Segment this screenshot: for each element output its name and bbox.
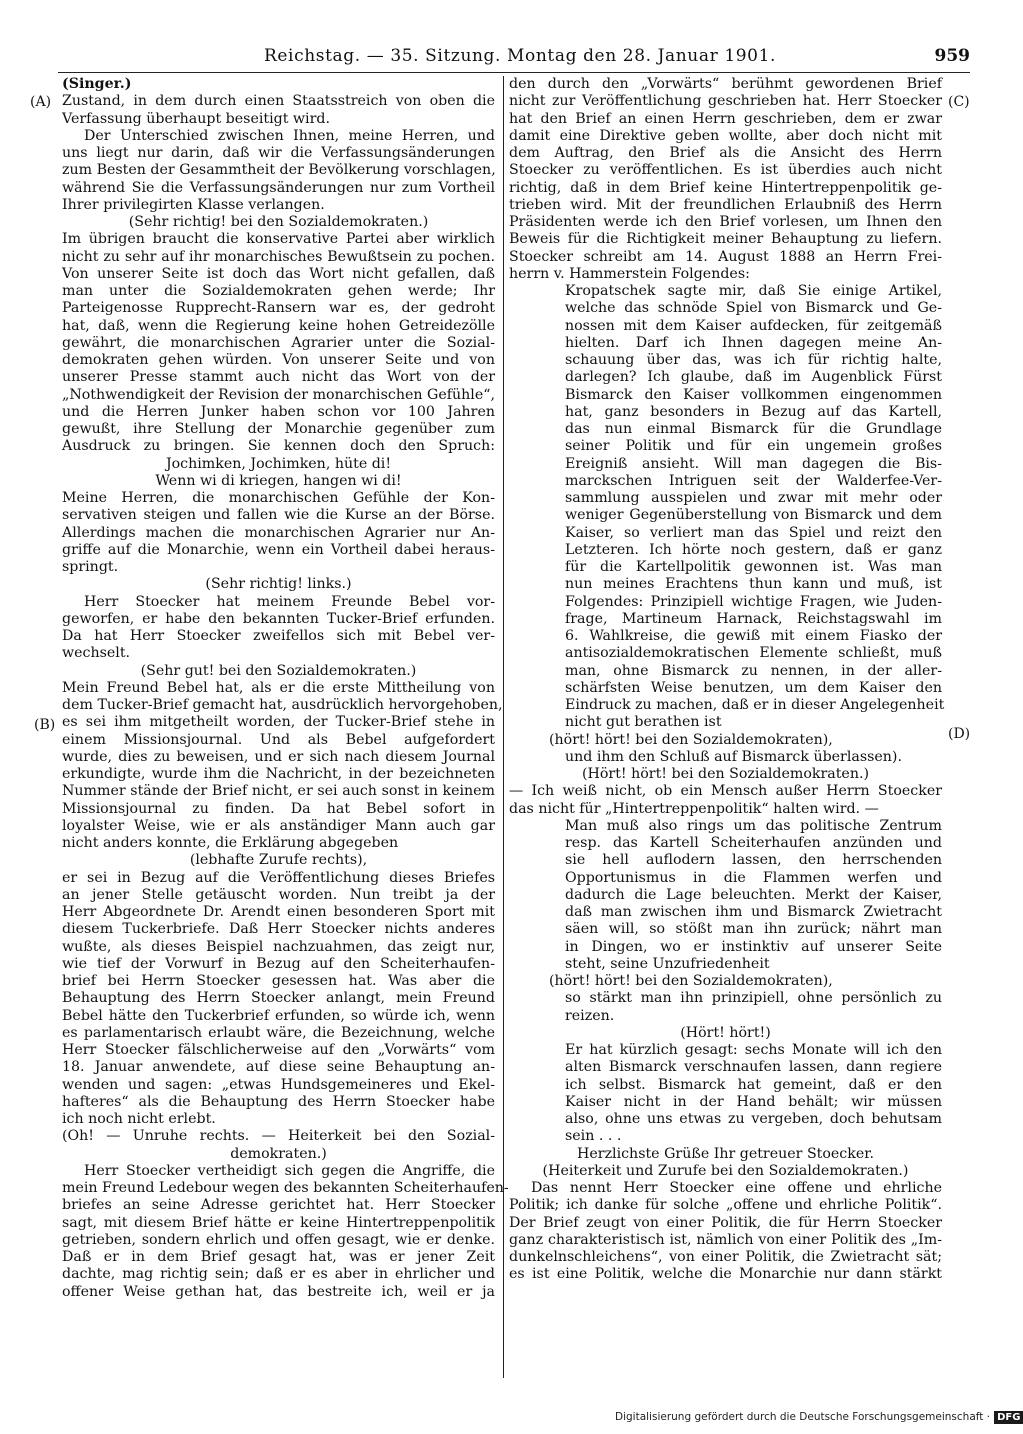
right-column-line: trieben wird. Mit der freundlichen Erlaubniß des Herrn: [509, 196, 942, 213]
right-column-line: — Ich weiß nicht, ob ein Mensch außer Herrn Stoecker: [509, 783, 942, 800]
right-column: [509, 76, 945, 1284]
left-column-line: dem Tucker-Brief gemacht hat, ausdrücklich hervorgehoben,: [62, 697, 503, 713]
right-column-line: hielten. Darf ich Ihnen dagegen meine An-: [565, 334, 942, 351]
page-header: [70, 46, 970, 72]
left-column-line: ich noch nicht erlebt.: [62, 1111, 216, 1127]
right-column-line: dem Auftrag, den Brief als die Ansicht des Herrn: [509, 145, 942, 161]
left-column-line: wechselt.: [62, 645, 131, 662]
left-column-line: Von unserer Seite ist doch das Wort nicht gefallen, daß: [62, 265, 495, 282]
left-column-line: Ihrer privilegirten Klasse verlangen.: [62, 196, 325, 213]
left-column-line: und die Herren Junker haben schon vor 100 Jahren: [62, 403, 495, 420]
left-column-line: hafteres“ als die Behauptung des Herrn Stoecker habe: [62, 1093, 495, 1110]
right-column-line: säen will, so stößt man ihn zurück; nährt man: [565, 921, 942, 938]
left-column-line: hat, daß, wenn die Regierung keine hohen Getreidezölle: [62, 317, 495, 334]
right-column-line: das nun einmal Bismarck für die Grundlage: [565, 421, 942, 437]
right-column-line: ich selbst. Bismarck hat gemeint, daß er den: [565, 1076, 942, 1093]
left-column-line: briefes an seine Adresse gerichtet hat. Herr Stoecker: [62, 1197, 495, 1214]
left-column-line: es parlamentarisch erlaubt wäre, die Bezeichnung, welche: [62, 1024, 495, 1041]
right-column-line: sie hell auflodern lassen, den herrschenden: [565, 852, 942, 869]
left-column-line: Da hat Herr Stoecker zweifellos sich mit Bebel ver-: [62, 628, 495, 644]
right-column-line: welche das schnöde Spiel von Bismarck und Ge-: [565, 300, 942, 317]
right-column-line: Kaiser nicht in der Hand behält; wir müssen: [565, 1093, 942, 1110]
right-column-line: darlegen? Ich glaube, daß im Augenblick Fürst: [565, 369, 942, 386]
left-column-line: er sei in Bezug auf die Veröffentlichung dieses Briefes: [62, 869, 495, 886]
right-column-line: (hört! hört! bei den Sozialdemokraten),: [549, 973, 833, 989]
page-number: 959: [934, 46, 970, 66]
margin-mark-a: (A): [30, 94, 52, 110]
right-column-line: antisozialdemokratischen Elemente schließt, muß: [565, 645, 942, 662]
right-column-line: man, ohne Bismarck zu nennen, in der aller-: [565, 662, 942, 679]
left-column-line: Herr Stoecker hat meinem Freunde Bebel vor-: [84, 593, 495, 610]
right-column-line: Er hat kürzlich gesagt: sechs Monate will ich den: [565, 1042, 942, 1058]
right-column-line: Folgendes: Prinzipiell wichtige Fragen, wie Juden-: [565, 593, 942, 610]
left-column-line: gewußt, ihre Stellung der Monarchie gegenüber zum: [62, 421, 495, 437]
right-column-line: daß man zwischen ihm und Bismarck Zwietracht: [565, 904, 942, 920]
left-column-line: springt.: [62, 559, 119, 575]
left-column-line: loyalster Weise, wie er als anständiger Mann auch gar: [62, 817, 495, 834]
left-column-line: wußte, als dieses Beispiel nachzuahmen, das zeigt nur,: [62, 938, 495, 955]
left-column-line: (lebhafte Zurufe rechts),: [189, 852, 368, 869]
left-column-line: Jochimken, Jochimken, hüte di!: [165, 455, 392, 472]
left-column-line: Im übrigen braucht die konservative Partei aber wirklich: [62, 231, 495, 248]
dfg-logo: DFG: [994, 1411, 1023, 1424]
right-column-line: nossen mit dem Kaiser aufdecken, für zeitgemäß: [565, 317, 942, 334]
left-column-line: (Oh! — Unruhe rechts. — Heiterkeit bei den Sozial-: [62, 1128, 495, 1145]
left-column-line: es sei ihm mitgetheilt worden, der Tucker-Brief stehe in: [62, 714, 495, 731]
left-column-line: zum Besten der Gesammtheit der Bevölkerung vorschlagen,: [62, 162, 496, 179]
left-column-line: brief bei Herrn Stoecker gesessen hat. Was aber die: [62, 973, 495, 989]
left-column-line: Daß er in dem Brief gesagt hat, was er jener Zeit: [62, 1249, 495, 1265]
left-column-line: Verfassung überhaupt beseitigt wird.: [62, 110, 330, 127]
right-column-line: Stoecker schreibt am 14. August 1888 an Herrn Frei-: [509, 248, 942, 265]
right-column-line: hat den Brief an einen Herrn geschrieben, dem er zwar: [509, 110, 942, 127]
left-column-line: Ausdruck zu bringen. Sie kennen doch den Spruch:: [62, 438, 495, 455]
left-column-line: Herr Stoecker vertheidigt sich gegen die Angriffe, die: [84, 1162, 495, 1179]
left-column-line: Meine Herren, die monarchischen Gefühle der Kon-: [62, 490, 495, 506]
right-column-line: den durch den „Vorwärts“ berühmt gewordenen Brief: [509, 76, 942, 92]
margin-mark-b: (B): [34, 717, 56, 733]
right-column-line: (Hört! hört!): [680, 1024, 771, 1041]
right-column-line: Letzteren. Ich hörte noch gestern, daß er ganz: [565, 541, 942, 558]
left-column-line: 18. Januar anwendete, auf diese seine Behauptung an-: [62, 1059, 495, 1076]
right-column-line: frage, Martineum Harnack, Reichstagswahl im: [565, 610, 942, 627]
right-column-line: Das nennt Herr Stoecker eine offene und ehrliche: [531, 1180, 942, 1196]
right-column-line: schärfsten Weise benutzen, um dem Kaiser den: [565, 679, 942, 696]
left-column-line: Mein Freund Bebel hat, als er die erste Mittheilung von: [62, 679, 495, 696]
left-column-line: man unter die Sozialdemokraten gehen werde; Ihr: [62, 283, 495, 299]
right-column-line: Politik; ich danke für solche „offene und ehrliche Politik“.: [509, 1197, 942, 1214]
right-column-line: steht, seine Unzufriedenheit: [565, 955, 770, 972]
right-column-line: so stärkt man ihn prinzipiell, ohne persönlich zu: [565, 990, 942, 1007]
page-title: Reichstag. — 35. Sitzung. Montag den 28. Januar 1901.: [263, 46, 776, 66]
left-column-line: einem Missionsjournal. Und als Bebel aufgefordert: [62, 731, 495, 748]
right-column-line: Herzlichste Grüße Ihr getreuer Stoecker.: [577, 1145, 874, 1162]
left-column-line: Behauptung des Herrn Stoecker anlangt, mein Freund: [62, 990, 495, 1007]
right-column-line: sammlung ausspielen und zwar mit mehr oder: [565, 490, 942, 506]
left-column-line: dachte, mag richtig sein; daß er es aber in ehrlicher und: [62, 1266, 495, 1283]
margin-mark-d: (D): [948, 726, 971, 742]
left-column-line: unserer Presse stammt auch nicht das Wort von der: [62, 369, 495, 386]
right-column-line: Kaiser, so verliert man das Spiel und reizt den: [565, 524, 942, 541]
left-column-line: sagt, mit diesem Brief hätte er keine Hintertreppenpolitik: [62, 1214, 495, 1231]
left-column-line: demokraten.): [230, 1145, 327, 1162]
right-column-line: Ereigniß ansieht. Will man dagegen die Bis-: [565, 455, 942, 472]
right-column-line: (Hört! hört! bei den Sozialdemokraten.): [581, 766, 870, 782]
left-column-line: Nummer stände der Brief nicht, er sei auch sonst in keinem: [62, 783, 495, 800]
right-column-line: also, ohne uns etwas zu vergeben, doch behutsam: [565, 1111, 942, 1127]
right-column-line: damit eine Direktive geben wollte, aber doch nicht mit: [509, 127, 942, 144]
header-rule: [58, 72, 970, 73]
left-column-line: erkundigte, wurde ihm die Nachricht, in der bezeichneten: [62, 766, 495, 782]
right-column-line: seiner Politik und für ein ungemein großes: [565, 438, 942, 455]
left-column-line: offener Weise gethan hat, das bestreite ich, weil er ja: [62, 1283, 495, 1300]
left-column: [62, 76, 509, 1301]
right-column-line: (hört! hört! bei den Sozialdemokraten),: [549, 731, 833, 748]
left-column-line: „Nothwendigkeit der Revision der monarchischen Gefühle“,: [62, 386, 495, 403]
left-column-line: Herr Abgeordnete Dr. Arendt einen besonderen Sport mit: [62, 904, 495, 920]
left-column-line: (Sehr richtig! links.): [205, 576, 352, 593]
right-column-line: Opportunismus in die Flammen werfen und: [565, 869, 942, 886]
right-column-line: richtig, daß in dem Brief keine Hintertreppenpolitik ge-: [509, 179, 942, 196]
right-column-line: schauung über das, was ich für richtig halte,: [565, 352, 942, 368]
margin-mark-c: (C): [948, 94, 970, 110]
left-column-line: wenden und sagen: „etwas Hundsgemeineres und Ekel-: [62, 1076, 495, 1093]
left-column-line: gewährt, die monarchischen Agrarier unter die Sozial-: [62, 334, 495, 351]
right-column-line: Bismarck den Kaiser vollkommen eingenommen: [565, 386, 942, 403]
footer-text: Digitalisierung gefördert durch die Deutsche Forschungsgemeinschaft ·: [615, 1411, 991, 1423]
left-column-line: servativen steigen und fallen wie die Kurse an der Börse.: [62, 507, 495, 524]
left-column-line: (Sehr gut! bei den Sozialdemokraten.): [140, 662, 417, 679]
right-column-line: 6. Wahlkreise, die gewiß mit einem Fiasko der: [565, 628, 942, 644]
left-column-line: Der Unterschied zwischen Ihnen, meine Herren, und: [84, 127, 495, 144]
left-column-line: wurde, dies zu beweisen, und er sich nach diesem Journal: [62, 748, 495, 765]
right-column-line: in Dingen, wo er instinktiv auf unserer Seite: [565, 938, 942, 955]
left-column-line: an jener Stelle getäuscht worden. Nun treibt ja der: [62, 886, 495, 903]
left-column-line: uns liegt nur darin, daß wir die Verfassungsänderungen: [62, 145, 495, 161]
right-column-line: Stoecker zu veröffentlichen. Es ist überdies auch nicht: [509, 162, 942, 179]
left-column-line: wie tief der Vorwurf in Bezug auf den Scheiterhaufen-: [62, 955, 495, 972]
right-column-line: reizen.: [565, 1007, 615, 1024]
left-column-line: Herr Stoecker fälschlicherweise auf den „Vorwärts“ vom: [62, 1042, 495, 1058]
right-column-line: hat, ganz besonders in Bezug auf das Kartell,: [565, 403, 942, 420]
right-column-line: nun meines Erachtens thun kann und muß, ist: [565, 576, 942, 593]
right-column-line: für die Kartellpolitik gewonnen ist. Was man: [565, 559, 942, 575]
left-column-line: (Sehr richtig! bei den Sozialdemokraten.): [128, 214, 429, 230]
left-column-line: nicht anders konnte, die Erklärung abgegeben: [62, 835, 399, 851]
right-column-line: herrn v. Hammerstein Folgendes:: [509, 265, 750, 282]
left-column-line: während Sie die Verfassungsänderungen nur zum Vortheil: [62, 179, 495, 196]
right-column-line: alten Bismarck verschnaufen lassen, dann regiere: [565, 1059, 942, 1076]
left-column-line: geworfen, er habe den bekannten Tucker-Brief erfunden.: [62, 610, 495, 627]
left-column-line: nicht zu sehr auf ihr monarchisches Bewußtsein zu pochen.: [62, 248, 495, 265]
right-column-line: nicht gut berathen ist: [565, 714, 722, 731]
right-column-line: Der Brief zeugt von einer Politik, die für Herrn Stoecker: [509, 1214, 942, 1231]
footer: [615, 1411, 1023, 1424]
right-column-line: nicht zur Veröffentlichung geschrieben hat. Herr Stoecker: [509, 93, 942, 110]
right-column-line: Präsidenten werde ich den Brief vorlesen, um Ihnen den: [509, 214, 942, 230]
left-column-line: Missionsjournal zu finden. Da hat Bebel sofort in: [62, 800, 495, 817]
left-column-line: (Singer.): [62, 76, 132, 92]
right-column-line: marckschen Intriguen seit der Walderfee-Ver-: [565, 472, 942, 489]
right-column-line: dunkelnschleichens“, von einer Politik, die Zwietracht sät;: [509, 1249, 942, 1265]
right-column-line: das nicht für „Hintertreppenpolitik“ halten wird. —: [509, 800, 879, 817]
right-column-line: weniger Gegenüberstellung von Bismarck und dem: [565, 507, 942, 524]
right-column-line: dadurch die Lage beleuchten. Merkt der Kaiser,: [565, 886, 942, 903]
left-column-line: getrieben, sondern ehrlich und offen gesagt, wie er denke.: [62, 1231, 495, 1248]
left-column-line: Allerdings machen die monarchischen Agrarier nur An-: [62, 524, 495, 541]
right-column-line: und ihm den Schluß auf Bismarck überlassen).: [565, 748, 902, 765]
right-column-line: (Heiterkeit und Zurufe bei den Sozialdemokraten.): [542, 1162, 909, 1179]
right-column-line: Beweis für die Richtigkeit meiner Behauptung zu liefern.: [509, 231, 942, 248]
left-column-line: demokraten gehen würden. Von unserer Seite und von: [62, 352, 495, 368]
left-column-line: Wenn wi di kriegen, hangen wi di!: [155, 472, 402, 489]
right-column-line: ganz charakteristisch ist, nämlich von einer Politik des „Im-: [509, 1231, 942, 1248]
left-column-line: Bebel hätte den Tuckerbrief erfunden, so würde ich, wenn: [62, 1007, 495, 1024]
left-column-line: Parteigenosse Rupprecht-Ransern war es, der gedroht: [62, 300, 495, 317]
right-column-line: es ist eine Politik, welche die Monarchie nur dann stärkt: [509, 1266, 942, 1283]
right-column-line: sein . . .: [565, 1128, 622, 1145]
left-column-line: griffe auf die Monarchie, wenn ein Vortheil dabei heraus-: [62, 541, 495, 558]
right-column-line: Eindruck zu machen, daß er in dieser Angelegenheit: [565, 697, 945, 713]
right-column-line: Kropatschek sagte mir, daß Sie einige Artikel,: [565, 283, 942, 299]
left-column-line: mein Freund Ledebour wegen des bekannten Scheiterhaufen-: [62, 1180, 509, 1196]
left-column-line: diesem Tuckerbriefe. Daß Herr Stoecker nichts anderes: [62, 921, 495, 938]
left-column-line: Zustand, in dem durch einen Staatsstreich von oben die: [62, 93, 495, 110]
right-column-line: resp. das Kartell Scheiterhaufen anzünden und: [565, 835, 942, 851]
right-column-line: Man muß also rings um das politische Zentrum: [565, 817, 942, 834]
